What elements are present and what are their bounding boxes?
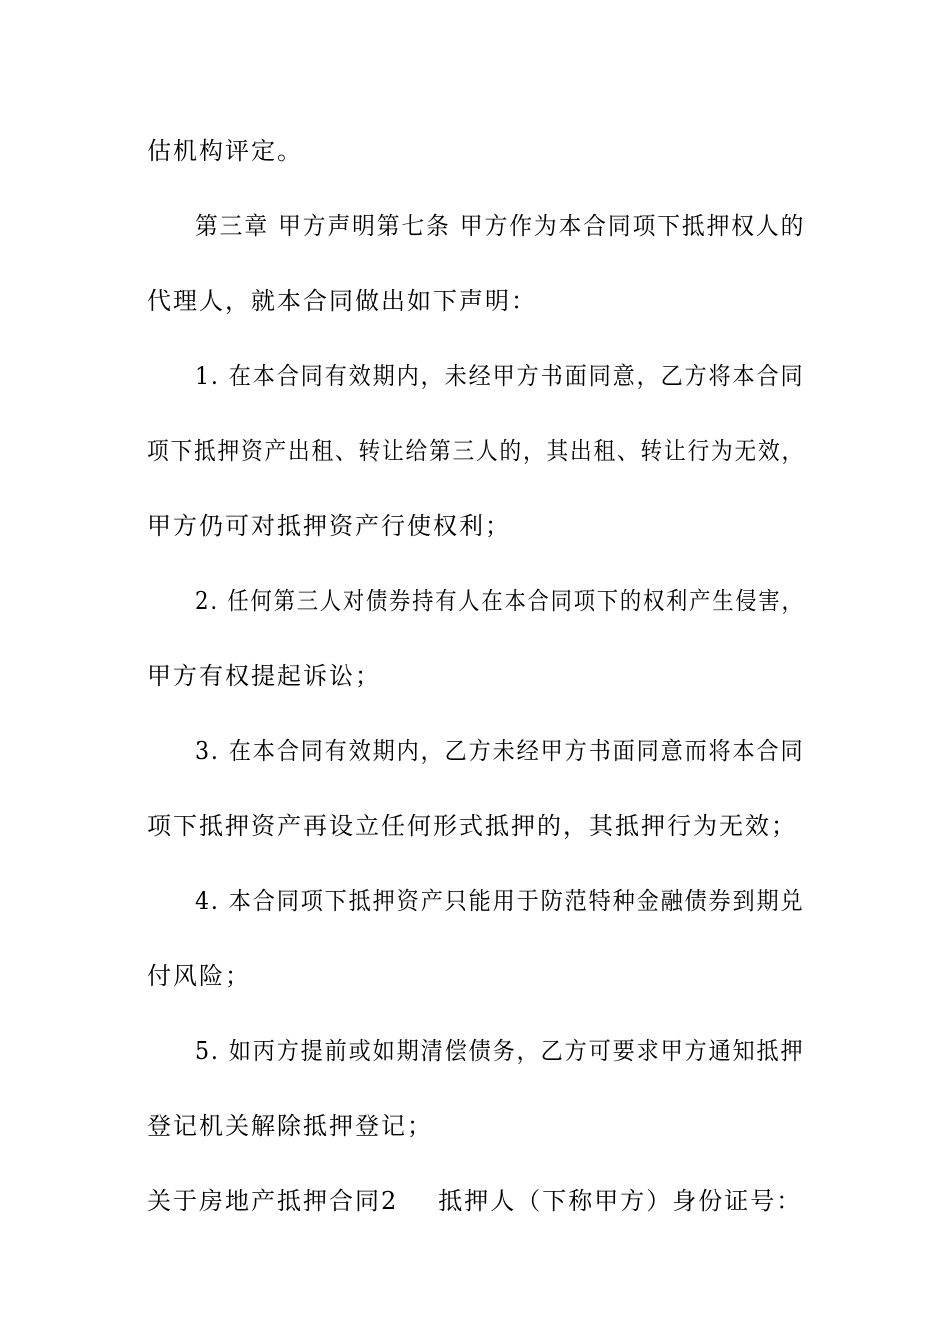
text-line-7: 2. 任何第三人对债券持有人在本合同项下的权利产生侵害，	[195, 587, 805, 615]
text-line-1: 估机构评定。	[147, 137, 303, 165]
text-line-11: 4. 本合同项下抵押资产只能用于防范特种金融债券到期兑	[195, 887, 805, 915]
id-label: 抵押人（下称甲方）身份证号：	[438, 1187, 803, 1215]
text-line-3: 代理人，就本合同做出如下声明：	[147, 287, 537, 315]
final-line	[147, 1186, 802, 1216]
text-line-10: 项下抵押资产再设立任何形式抵押的，其抵押行为无效；	[147, 812, 797, 840]
text-line-14: 登记机关解除抵押登记；	[147, 1112, 433, 1140]
text-line-9: 3. 在本合同有效期内，乙方未经甲方书面同意而将本合同	[195, 737, 805, 765]
text-line-6: 甲方仍可对抵押资产行使权利；	[147, 512, 511, 540]
section-title: 关于房地产抵押合同2	[147, 1187, 399, 1215]
text-line-13: 5. 如丙方提前或如期清偿债务，乙方可要求甲方通知抵押	[195, 1037, 805, 1065]
text-line-12: 付风险；	[147, 962, 251, 990]
text-line-2: 第三章 甲方声明第七条 甲方作为本合同项下抵押权人的	[195, 212, 806, 240]
text-line-8: 甲方有权提起诉讼；	[147, 662, 381, 690]
text-line-5: 项下抵押资产出租、转让给第三人的，其出租、转让行为无效，	[147, 437, 805, 465]
text-line-4: 1. 在本合同有效期内，未经甲方书面同意，乙方将本合同	[195, 362, 805, 390]
